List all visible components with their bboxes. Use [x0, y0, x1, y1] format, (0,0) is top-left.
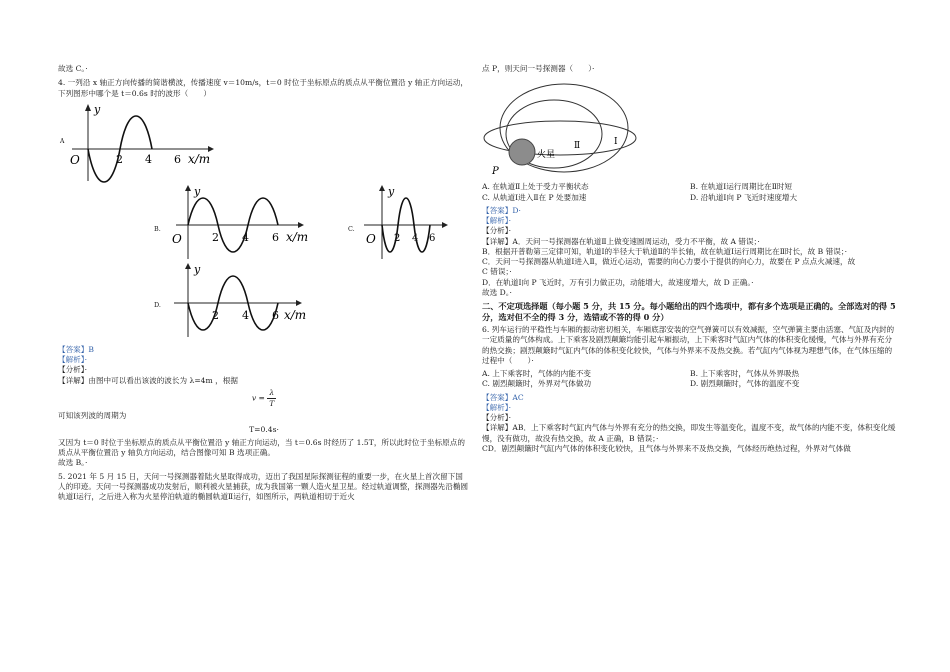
svg-text:6: 6: [174, 152, 181, 166]
q6-option-a: A. 上下乘客时，气体的内能不变: [482, 369, 592, 379]
detail-5-d: D．在轨道Ⅰ向 P 飞近时，万有引力做正功，动能增大，故速度增大，故 D 正确。·: [482, 277, 754, 287]
fenxi-4: 【分析】·: [58, 365, 87, 375]
period-intro: 可知该列波的周期为: [58, 411, 127, 421]
svg-text:O: O: [70, 152, 80, 167]
svg-text:6: 6: [429, 232, 436, 244]
option-a-label: A: [60, 137, 65, 145]
answer-4: 【答案】B: [58, 344, 94, 354]
svg-text:y: y: [388, 184, 395, 198]
detail-5-b: B．根据开普勒第三定律可知，轨道Ⅰ的半径大于轨道Ⅱ的半长轴，故在轨道Ⅰ运行周期比在Ⅱ时长，故 B 错误；·: [482, 246, 848, 256]
question-5-text: 5. 2021 年 5 月 15 日，天问一号探测器着陆火星取得成功，迈出了我国星际探测征程的重要一步，在火星上首次留下国人的印迹。天问一号探测器成功发射后，顺利被火星捕获，成为我国第一颗人造火星卫星。经过轨道调整，探测器先沿椭圆轨道Ⅰ运行，之后进入称为火星停泊轨道的椭圆轨道Ⅱ运行，如图所示，两轨道相切于近火: [58, 471, 469, 501]
svg-text:x/m: x/m: [286, 229, 309, 244]
period-value: T=0.4s·: [249, 424, 279, 434]
q5-options-row2: [482, 193, 898, 203]
planet-label: 火星: [537, 150, 556, 161]
wave-graph-b: [168, 185, 328, 265]
svg-text:4: 4: [242, 308, 249, 322]
question-4-text: 4. 一列沿 x 轴正方向传播的简谐横波，传播速度 v＝10m/s，t＝0 时位于坐标原点的质点从平衡位置沿 y 轴正方向运动，下列图形中哪个是 t＝0.6s 时的波形（ ）: [58, 78, 468, 98]
question-6-text: 6. 列车运行的平稳性与车厢的振动密切相关，车厢底部安装的空气弹簧可以有效减振，空气弹簧主要由活塞、气缸及内封的一定质量的气体构成。上下乘客及剧烈颠簸均能引起车厢振动，上下乘客时气缸内气体的体积变化缓慢，气体与外界有充分的热交换；剧烈颠簸时气缸内气体的体积变化较快，气体与外界来不及热交换。若气缸内气体视为理想气体，在气体压缩的过程中（ ）·: [482, 325, 895, 365]
formula-speed: v = $\frac{\lambda}{T}$: [251, 387, 275, 408]
conclusion-5: 故选 D。·: [482, 287, 512, 297]
q6-option-c: C. 剧烈颠簸时，外界对气体做功: [482, 379, 592, 389]
q5-option-d: D. 沿轨道Ⅰ向 P 飞近时速度增大: [690, 192, 798, 202]
wave-graph-a: [58, 101, 238, 191]
detail-5-a: 【详解】A．天问一号探测器在轨道Ⅱ上做变速圆周运动，受力不平衡，故 A 错误；·: [482, 236, 760, 246]
analysis-4: 【解析】·: [58, 355, 87, 364]
svg-text:y: y: [94, 102, 101, 116]
analysis-5: 【解析】·: [482, 216, 511, 225]
right-column: [482, 64, 898, 454]
svg-text:O: O: [366, 231, 376, 246]
wave-graph-c: [360, 185, 470, 265]
svg-text:O: O: [172, 231, 182, 246]
svg-text:2: 2: [116, 152, 123, 166]
q6-options-row2: [482, 379, 898, 389]
answer-6: 【答案】AC: [482, 392, 524, 402]
question-5-cont: 点 P，则天问一号探测器（ ）·: [482, 64, 595, 73]
answer-5: 【答案】D·: [482, 205, 521, 215]
svg-text:x/m: x/m: [188, 151, 211, 166]
detail-5-c2: C 错误；·: [482, 267, 512, 277]
q5-option-a: A. 在轨道Ⅱ上处于受力平衡状态: [482, 182, 589, 192]
svg-text:6: 6: [272, 230, 279, 244]
svg-text:2: 2: [212, 230, 219, 244]
option-b-label: B.: [154, 224, 161, 233]
q5-option-b: B. 在轨道Ⅰ运行周期比在Ⅱ时短: [690, 182, 793, 192]
orbit-diagram: [482, 78, 642, 178]
svg-text:6: 6: [272, 308, 279, 322]
svg-text:x/m: x/m: [284, 307, 307, 322]
fenxi-6: 【分析】·: [482, 413, 511, 423]
svg-text:2: 2: [212, 308, 219, 322]
svg-text:4: 4: [145, 152, 152, 166]
option-c-label: C.: [348, 224, 355, 233]
svg-text:4: 4: [412, 232, 419, 244]
point-p-label: P: [492, 166, 499, 178]
q6-options-row1: [482, 369, 898, 379]
analysis-6: 【解析】·: [482, 402, 511, 412]
svg-text:y: y: [194, 184, 201, 198]
svg-text:Ⅰ: Ⅰ: [614, 137, 618, 148]
detail-4: 【详解】由图中可以看出该波的波长为 λ=4m ，根据: [58, 375, 238, 385]
detail-6-ab: 【详解】AB．上下乘客时气缸内气体与外界有充分的热交换，即发生等温变化，温度不变，故气体的内能不变，体积变化缓慢，没有做功，故没有热交换，故 A 正确，B 错误；·: [482, 423, 896, 443]
explain-4: 又因为 t＝0 时位于坐标原点的质点从平衡位置沿 y 轴正方向运动，当 t＝0.6s 时经历了 1.5T，所以此时位于坐标原点的质点从平衡位置沿 y 轴负方向运动，结合图像可知 B 选项正确。: [58, 437, 465, 457]
q6-option-d: D. 剧烈颠簸时，气体的温度不变: [690, 379, 800, 389]
svg-text:2: 2: [394, 232, 401, 244]
detail-6-cd: CD．剧烈颠簸时气缸内气体的体积变化较快，且气体与外界来不及热交换，气体经历绝热过程，外界对气体做: [482, 443, 851, 453]
svg-text:y: y: [194, 262, 201, 276]
prev-answer-line: 故选 C。·: [58, 64, 88, 73]
option-d-label: D.: [154, 300, 161, 309]
q6-option-b: B. 上下乘客时，气体从外界吸热: [690, 369, 800, 379]
conclusion-4: 故选 B。·: [58, 458, 88, 468]
svg-text:4: 4: [242, 230, 249, 244]
q5-option-c: C. 从轨道Ⅰ进入Ⅱ在 P 处要加速: [482, 192, 587, 202]
wave-graph-d: [168, 263, 328, 343]
fenxi-5: 【分析】·: [482, 226, 511, 236]
section-heading: 二、不定项选择题（每小题 5 分，共 15 分。每小题给出的四个选项中，都有多个选项是正确的。全部选对的得 5 分，选对但不全的得 3 分，选错或不答的得 0 分）: [482, 301, 896, 323]
q5-options-row1: [482, 182, 898, 192]
svg-text:Ⅱ: Ⅱ: [574, 141, 581, 152]
left-column: [58, 64, 470, 502]
detail-5-c1: C．天问一号探测器从轨道Ⅰ进入Ⅱ，做近心运动，需要的向心力要小于提供的向心力，故要在 P 点点火减速，故: [482, 257, 856, 266]
